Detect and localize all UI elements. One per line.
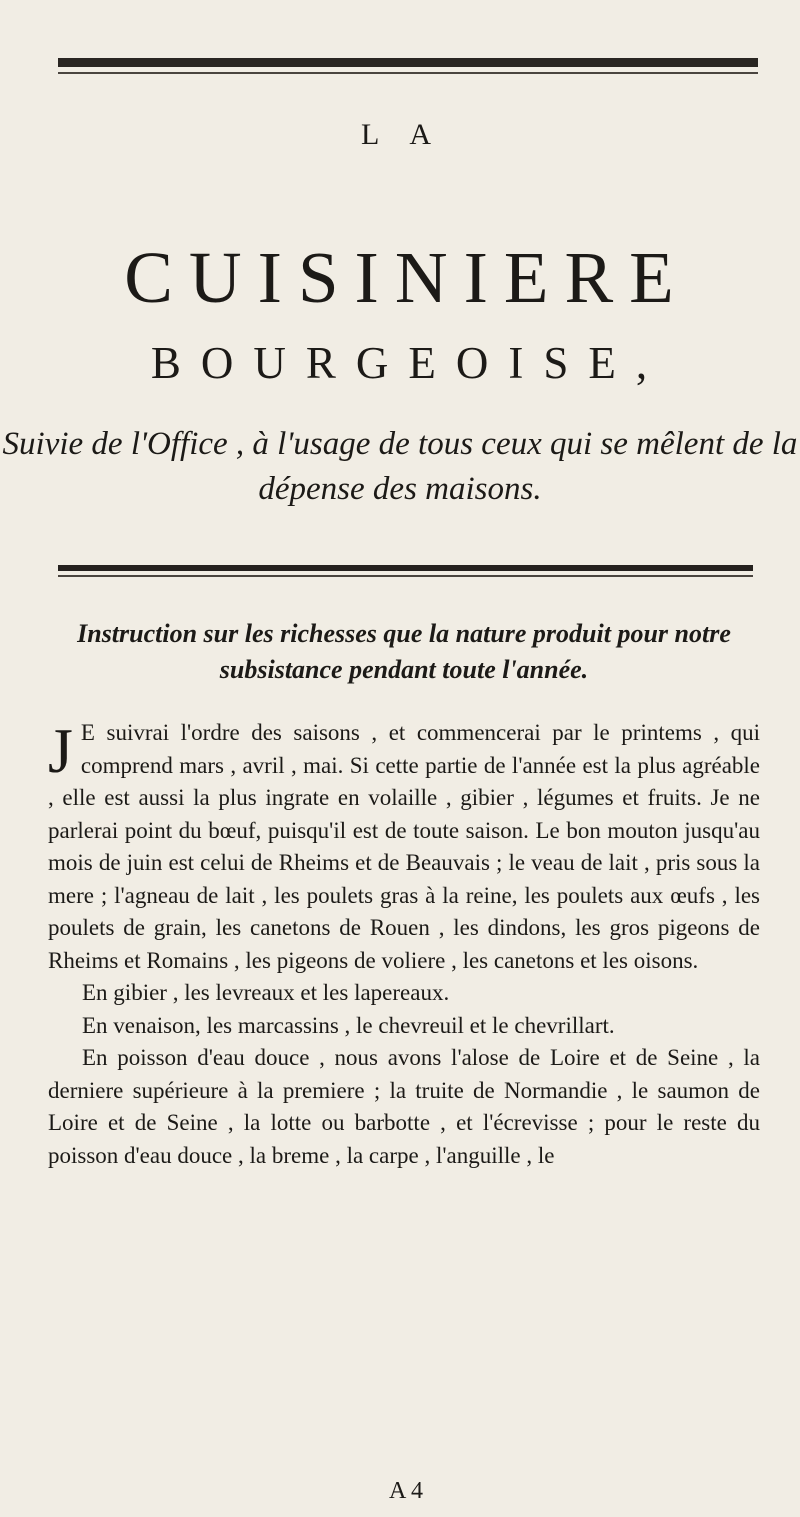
title-article: LA (361, 118, 461, 151)
signature-mark: A 4 (388, 1478, 423, 1504)
body-text (48, 717, 760, 1172)
section-heading: Instruction sur les richesses que la nature produit pour notre subsistance pendant toute l'année. (77, 619, 731, 684)
paragraph-1-text: E suivrai l'ordre des saisons , et commencerai par le printems , qui comprend mars , avril , mai. Si cette partie de l'année est la plus agréable , elle est aussi la plus ingrate en volaille , gibier , légumes et fruits. Je ne parlerai point du bœuf, puisqu'il est de toute saison. Le bon mouton jusqu'au mois de juin est celui de Rheims et de Beauvais ; le veau de lait , pris sous la mere ; l'agneau de lait , les poulets gras à la reine, les poulets aux œufs , les poulets de grain, les canetons de Rouen , les dindons, les gros pigeons de Rheims et Romains , les pigeons de voliere , les canetons et les oisons. (48, 720, 760, 973)
top-ornamental-rule (58, 58, 758, 67)
paragraph-3: En venaison, les marcassins , le chevreuil et le chevrillart. (82, 1012, 615, 1038)
top-thin-rule (58, 72, 758, 74)
paragraph-1 (48, 717, 760, 977)
paragraph-4: En poisson d'eau douce , nous avons l'alose de Loire et de Seine , la derniere supérieure à la premiere ; la truite de Normandie , le saumon de Loire et de Seine , la lotte ou barbotte , et l'écrevisse ; pour le reste du poisson d'eau douce , la breme , la carpe , l'anguille , le (48, 1045, 760, 1168)
middle-thin-rule (58, 575, 753, 577)
title-main: CUISINIERE (124, 237, 690, 318)
middle-rule (58, 565, 753, 571)
paragraph-2: En gibier , les levreaux et les lapereaux. (82, 980, 450, 1005)
drop-cap: J (48, 715, 73, 786)
title-sub: BOURGEOISE, (150, 338, 668, 388)
title-subtitle: Suivie de l'Office , à l'usage de tous ceux qui se mêlent de la dépense des maisons. (2, 426, 798, 507)
